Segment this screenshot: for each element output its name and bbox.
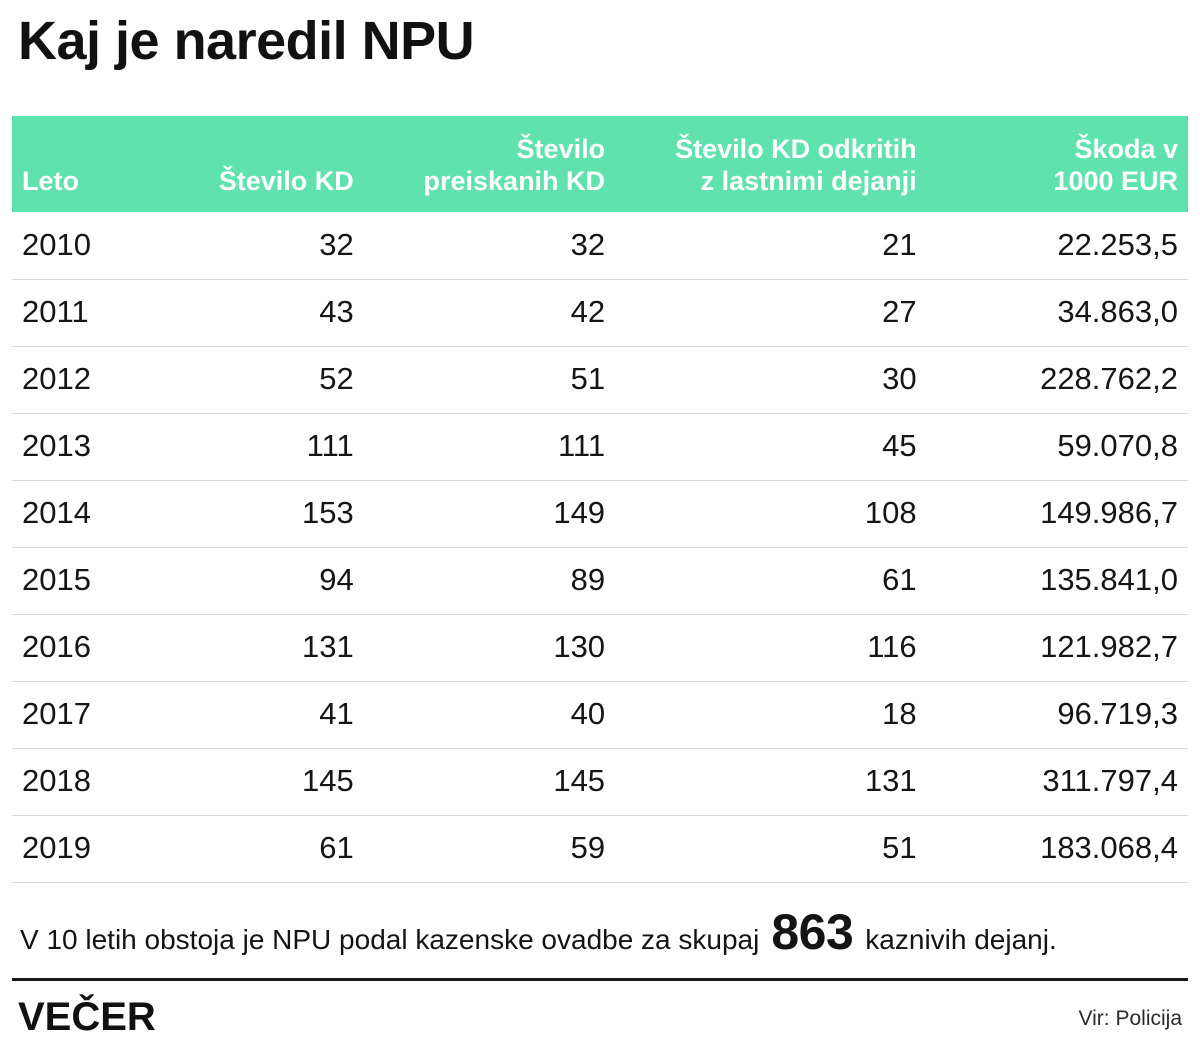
cell-year: 2010 (12, 212, 173, 279)
cell-self-discovered-kd: 116 (615, 614, 927, 681)
cell-investigated-kd: 51 (364, 346, 615, 413)
cell-number-of-kd: 131 (173, 614, 364, 681)
table-row (12, 681, 1188, 748)
cell-investigated-kd: 32 (364, 212, 615, 279)
cell-year: 2013 (12, 413, 173, 480)
npu-statistics-table (12, 116, 1188, 883)
cell-year: 2012 (12, 346, 173, 413)
column-header-investigated-kd (364, 116, 615, 212)
cell-year: 2015 (12, 547, 173, 614)
column-header-damage-line1: Škoda v (1074, 134, 1178, 165)
cell-self-discovered-kd: 61 (615, 547, 927, 614)
cell-number-of-kd: 61 (173, 815, 364, 882)
cell-self-discovered-kd: 21 (615, 212, 927, 279)
cell-self-discovered-kd: 51 (615, 815, 927, 882)
table-header (12, 116, 1188, 212)
table-row (12, 815, 1188, 882)
column-header-self-discovered-kd-line1: Število KD odkritih (675, 134, 917, 165)
summary-note (12, 905, 1188, 960)
cell-number-of-kd: 32 (173, 212, 364, 279)
cell-year: 2017 (12, 681, 173, 748)
cell-damage: 311.797,4 (927, 748, 1188, 815)
column-header-self-discovered-kd-line2: z lastnimi dejanji (700, 166, 917, 197)
column-header-investigated-kd-line2: preiskanih KD (423, 166, 606, 197)
cell-investigated-kd: 42 (364, 279, 615, 346)
publisher-logo: VEČER (18, 995, 156, 1039)
cell-investigated-kd: 59 (364, 815, 615, 882)
footer (12, 997, 1188, 1037)
column-header-damage-line2: 1000 EUR (1053, 166, 1178, 197)
cell-damage: 34.863,0 (927, 279, 1188, 346)
page-title: Kaj je naredil NPU (18, 11, 475, 71)
column-header-self-discovered-kd (615, 116, 927, 212)
table-row (12, 346, 1188, 413)
cell-self-discovered-kd: 131 (615, 748, 927, 815)
cell-investigated-kd: 149 (364, 480, 615, 547)
summary-prefix: V 10 letih obstoja je NPU podal kazenske ovadbe za skupaj (20, 923, 760, 955)
cell-damage: 149.986,7 (927, 480, 1188, 547)
cell-year: 2016 (12, 614, 173, 681)
table-row (12, 547, 1188, 614)
summary-suffix: kaznivih dejanj. (865, 923, 1057, 955)
column-header-damage (927, 116, 1188, 212)
cell-year: 2014 (12, 480, 173, 547)
cell-year: 2018 (12, 748, 173, 815)
cell-damage: 228.762,2 (927, 346, 1188, 413)
cell-investigated-kd: 111 (364, 413, 615, 480)
cell-year: 2019 (12, 815, 173, 882)
cell-number-of-kd: 43 (173, 279, 364, 346)
cell-investigated-kd: 145 (364, 748, 615, 815)
table-row (12, 614, 1188, 681)
cell-investigated-kd: 89 (364, 547, 615, 614)
cell-self-discovered-kd: 18 (615, 681, 927, 748)
table-header-row (12, 116, 1188, 212)
summary-highlight-number: 863 (771, 903, 854, 960)
cell-number-of-kd: 94 (173, 547, 364, 614)
column-header-year (12, 116, 173, 212)
cell-damage: 183.068,4 (927, 815, 1188, 882)
column-header-number-of-kd-line1: Število KD (218, 166, 354, 197)
cell-self-discovered-kd: 30 (615, 346, 927, 413)
source-note: Vir: Policija (1078, 1007, 1182, 1030)
cell-investigated-kd: 40 (364, 681, 615, 748)
cell-number-of-kd: 111 (173, 413, 364, 480)
table-row (12, 413, 1188, 480)
cell-self-discovered-kd: 45 (615, 413, 927, 480)
footer-divider (12, 978, 1188, 981)
column-header-investigated-kd-line1: Število (516, 134, 606, 165)
cell-damage: 135.841,0 (927, 547, 1188, 614)
cell-year: 2011 (12, 279, 173, 346)
column-header-year-line1: Leto (22, 166, 79, 197)
cell-self-discovered-kd: 27 (615, 279, 927, 346)
cell-damage: 59.070,8 (927, 413, 1188, 480)
cell-self-discovered-kd: 108 (615, 480, 927, 547)
cell-number-of-kd: 41 (173, 681, 364, 748)
table-row (12, 480, 1188, 547)
table-body (12, 212, 1188, 882)
table-row (12, 748, 1188, 815)
cell-damage: 22.253,5 (927, 212, 1188, 279)
cell-number-of-kd: 145 (173, 748, 364, 815)
cell-number-of-kd: 153 (173, 480, 364, 547)
cell-damage: 121.982,7 (927, 614, 1188, 681)
table-row (12, 212, 1188, 279)
column-header-number-of-kd (173, 116, 364, 212)
cell-investigated-kd: 130 (364, 614, 615, 681)
cell-number-of-kd: 52 (173, 346, 364, 413)
table-row (12, 279, 1188, 346)
cell-damage: 96.719,3 (927, 681, 1188, 748)
